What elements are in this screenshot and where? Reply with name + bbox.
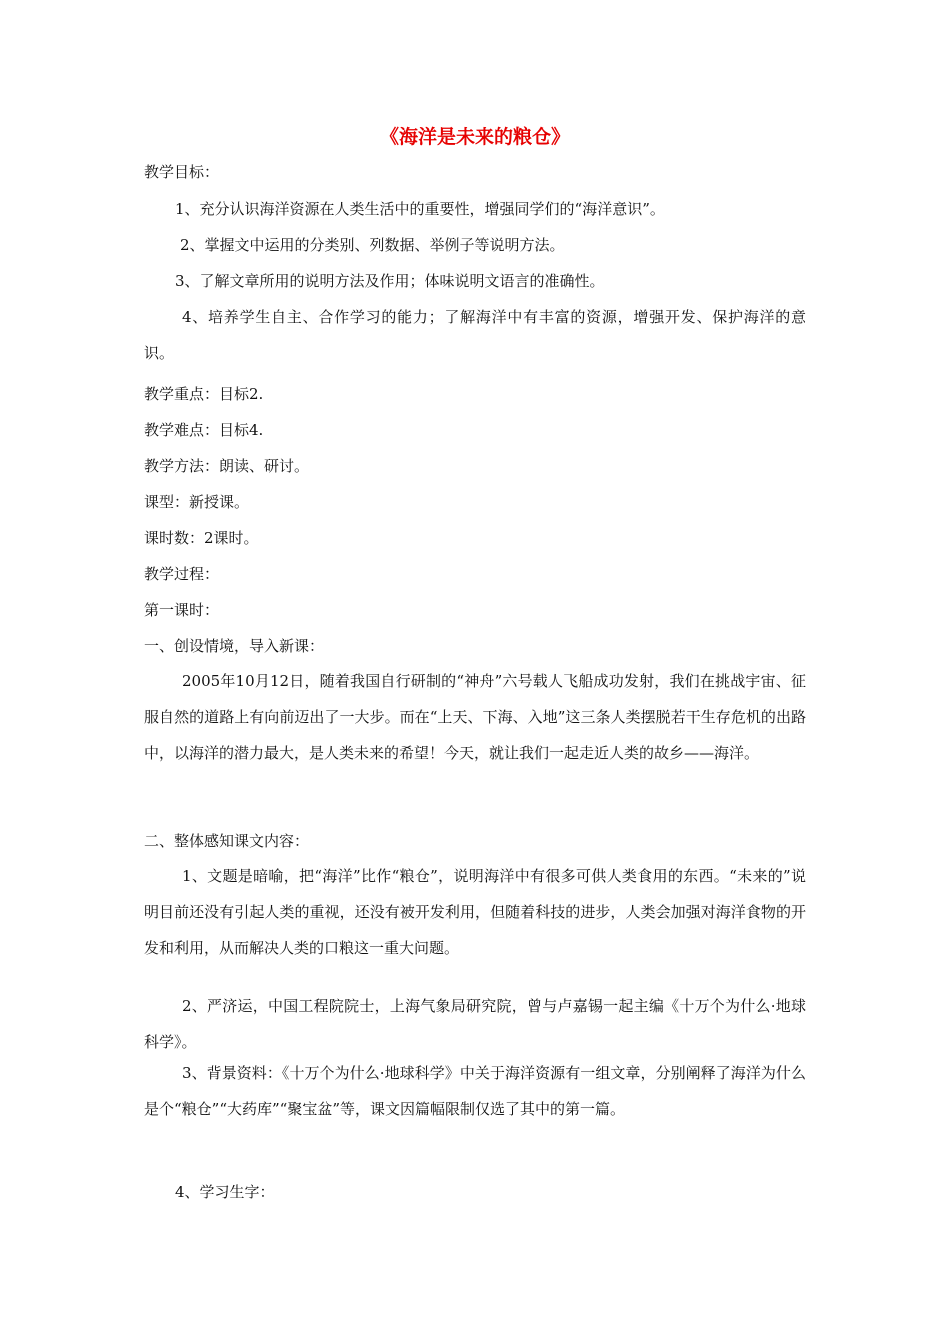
teaching-method: 教学方法：朗读、研讨。 [144, 457, 310, 475]
objective-2: 2、掌握文中运用的分类别、列数据、举例子等说明方法。 [180, 236, 565, 254]
key-point: 教学重点：目标2. [144, 385, 264, 403]
section1-paragraph [144, 663, 806, 771]
section2-heading: 二、整体感知课文内容： [144, 832, 310, 850]
first-lesson-heading: 第一课时： [144, 601, 220, 619]
section1-heading: 一、创设情境，导入新课： [144, 637, 325, 655]
section2-item-3 [144, 1055, 806, 1127]
lesson-hours: 课时数：2课时。 [144, 529, 259, 547]
section2-item-3-text: 3、背景资料：《十万个为什么·地球科学》中关于海洋资源有一组文章，分别阐释了海洋为什么是个“粮仓”“大药库”“聚宝盆”等，课文因篇幅限制仅选了其中的第一篇。 [144, 1064, 806, 1118]
section2-item-1 [144, 858, 806, 966]
process-heading: 教学过程： [144, 565, 220, 583]
section2-item-2-text: 2、严济运，中国工程院院士，上海气象局研究院，曾与卢嘉锡一起主编《十万个为什么·地球科学》。 [144, 997, 806, 1051]
objective-4 [144, 299, 806, 371]
objective-4-text: 4、培养学生自主、合作学习的能力；了解海洋中有丰富的资源，增强开发、保护海洋的意识。 [144, 308, 806, 362]
lesson-type: 课型：新授课。 [144, 493, 250, 511]
section2-item-1-text: 1、文题是暗喻，把“海洋”比作“粮仓”，说明海洋中有很多可供人类食用的东西。“未来的”说明目前还没有引起人类的重视，还没有被开发利用，但随着科技的进步，人类会加强对海洋食物的开发和利用，从而解决人类的口粮这一重大问题。 [144, 867, 806, 957]
section2-item-4: 4、学习生字： [175, 1183, 275, 1201]
objective-3: 3、了解文章所用的说明方法及作用；体味说明文语言的准确性。 [175, 272, 605, 290]
objective-1: 1、充分认识海洋资源在人类生活中的重要性，增强同学们的“海洋意识”。 [175, 200, 665, 218]
section2-item-2 [144, 988, 806, 1060]
section1-text: 2005年10月12日，随着我国自行研制的“神舟”六号载人飞船成功发射，我们在挑战宇宙、征服自然的道路上有向前迈出了一大步。而在“上天、下海、入地”这三条人类摆脱若干生存危机的出路中，以海洋的潜力最大，是人类未来的希望！今天，就让我们一起走近人类的故乡——海洋。 [144, 672, 806, 762]
page-title: 《海洋是未来的粮仓》 [379, 126, 570, 148]
objectives-heading: 教学目标： [144, 163, 220, 181]
difficulty: 教学难点：目标4. [144, 421, 264, 439]
